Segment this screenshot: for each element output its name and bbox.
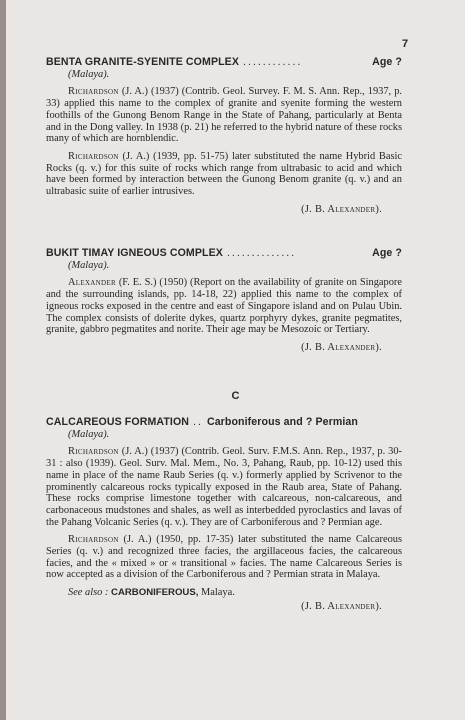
entry-region: (Malaya). xyxy=(68,68,110,80)
entry-benta xyxy=(46,57,402,215)
page xyxy=(6,0,465,720)
entry-age: Age ? xyxy=(372,247,402,259)
entry-author: (J. B. Alexander). xyxy=(301,600,382,612)
entry-bukit-timay xyxy=(46,248,402,354)
entry-region: (Malaya). xyxy=(68,428,110,440)
entry-title: BENTA GRANITE-SYENITE COMPLEX xyxy=(46,56,240,68)
entry-paragraph: Richardson (J. A.) (1937) (Contrib. Geol. Surv. F.M.S. Ann. Rep., 1937, p. 30-31 : also (1939). Geol. Surv. Mal. Mem., No. 3, Pahang, Raub, pp. 10-12) used this name in place of the name Raub Series (q. v.) formerly applied by Scrivenor to the prominently calcareous rocks typically exposed in the Raub area, State of Pahang. These rocks comprise limestone together with calcareous, non-calcareous, and carbonaceous mudstones and shales, as well as interbedded pyroclastics and lavas of the Pahang Volcanic Series (q. v.). They are of Carboniferous and ? Permian age. xyxy=(46,446,402,528)
entry-title: CALCAREOUS FORMATION xyxy=(46,416,190,428)
entry-paragraph: Alexander (F. E. S.) (1950) (Report on the availability of granite on Singapore and the surrounding islands, pp. 14-18, 22) applied this name to the complex of igneous rocks exposed in the centre and east of Singapore island and on Pulau Ubin. The complex consists of dolerite dykes, quartz porphyry dykes, granite pegmatites, granite, gabbro pegmatites and norite. Their age may be Mesozoic or Tertiary. xyxy=(46,277,402,336)
leader-dots: .............. xyxy=(226,248,297,259)
see-also-reference: CARBONIFEROUS, xyxy=(111,587,199,599)
entry-age: Carboniferous and ? Permian xyxy=(206,416,358,428)
section-letter: C xyxy=(231,390,240,402)
page-number: 7 xyxy=(402,38,409,50)
entry-heading xyxy=(46,417,402,429)
entry-age: Age ? xyxy=(372,56,402,68)
entry-author: (J. B. Alexander). xyxy=(301,203,382,215)
leader-dots: ............ xyxy=(243,57,303,68)
entry-calcareous xyxy=(46,417,402,613)
entry-paragraph: Richardson (J. A.) (1950, pp. 17-35) later substituted the name Calcareous Series (q. v.) and recognized three facies, the argillaceous facies, the calcareous facies, and the « mixed » or « transitional » facies. The name Calcareous Series is now accepted as a division of the Carboniferous and ? Permian strata in Malaya. xyxy=(46,534,402,581)
entry-paragraph: Richardson (J. A.) (1937) (Contrib. Geol. Survey. F. M. S. Ann. Rep., 1937, p. 33) applied this name to the complex of granite and syenite forming the western foothills of the Gunong Benom Range in the State of Pahang, particularly at Benta and in the Dong valley. In 1938 (p. 21) he referred to the hybrid nature of these rocks many of which are hornblendic. xyxy=(46,86,402,145)
see-also-label: See also : xyxy=(68,587,109,599)
entry-heading xyxy=(46,57,402,69)
entry-region: (Malaya). xyxy=(68,259,110,271)
see-also-region: Malaya. xyxy=(198,587,235,599)
entry-title: BUKIT TIMAY IGNEOUS COMPLEX xyxy=(46,247,223,259)
see-also xyxy=(46,587,402,599)
leader-dots: .. xyxy=(193,417,203,428)
entry-heading xyxy=(46,248,402,260)
entry-paragraph: Richardson (J. A.) (1939, pp. 51-75) later substituted the name Hybrid Basic Rocks (q. v.) for this suite of rocks which range from ultrabasic to acid and which have been formed by interaction between the Gunong Benom granite (q. v.) and an ultrabasic suite of earlier intrusives. xyxy=(46,150,402,198)
entry-author: (J. B. Alexander). xyxy=(301,341,382,353)
